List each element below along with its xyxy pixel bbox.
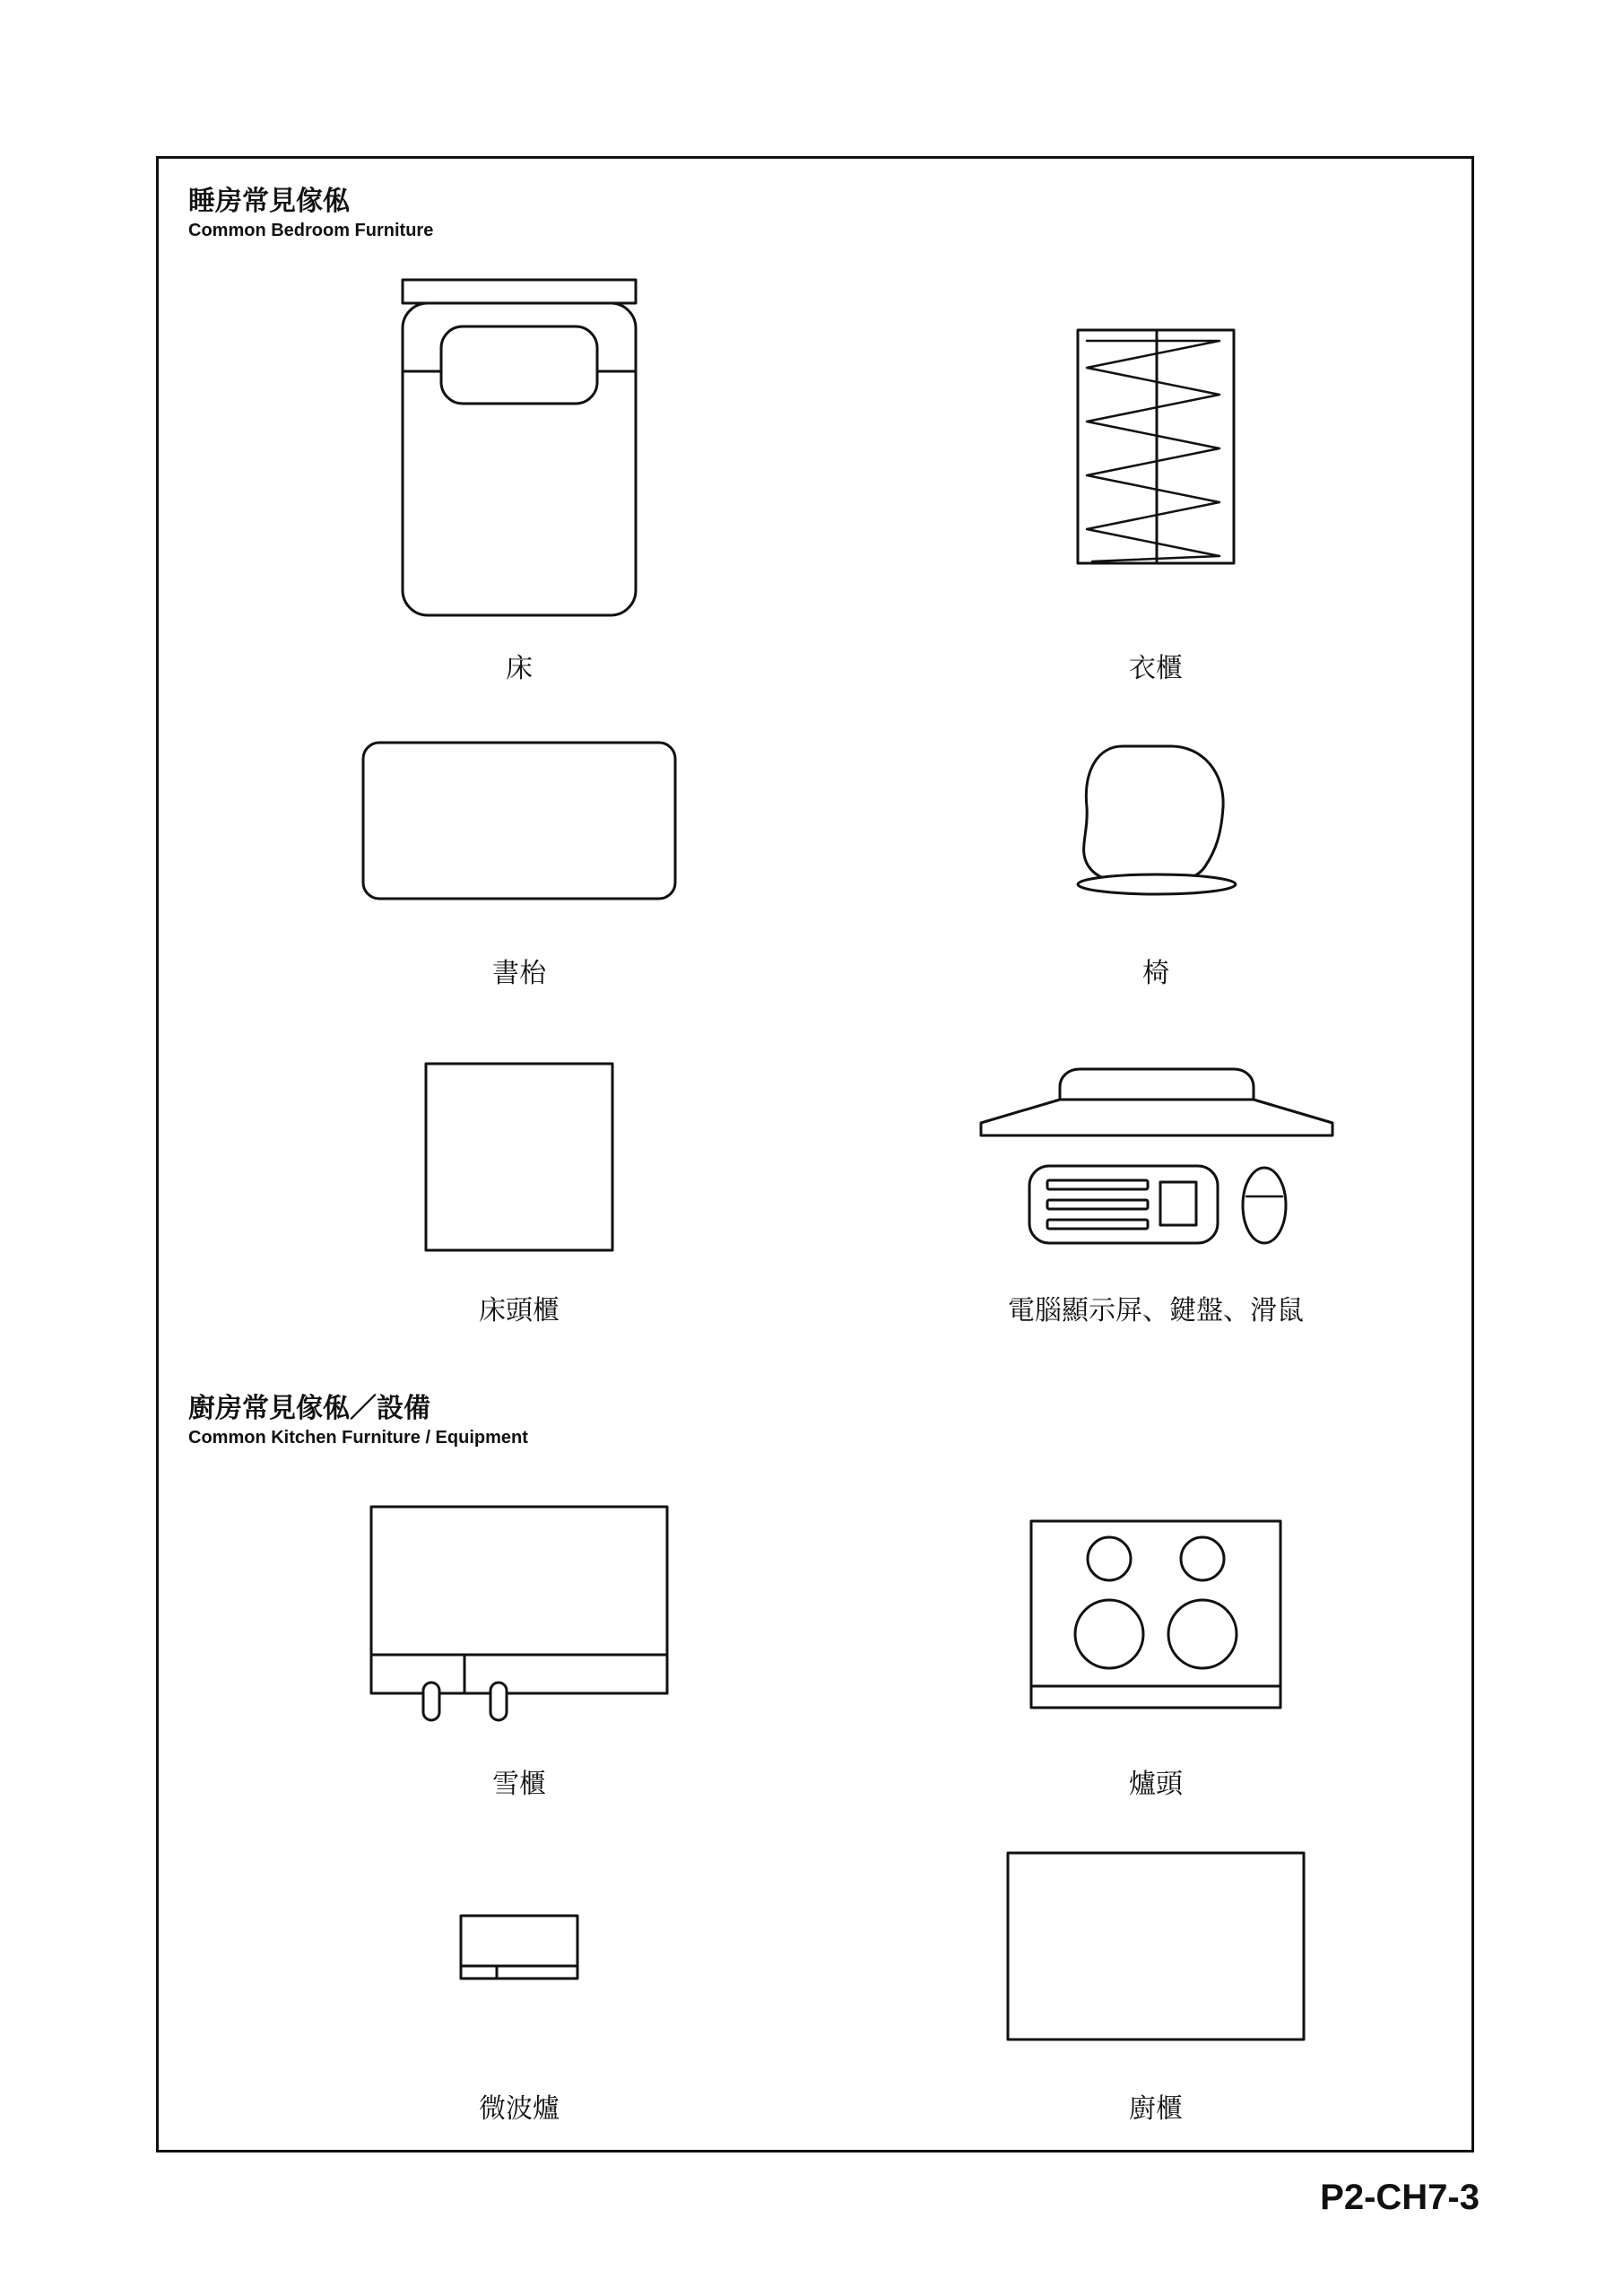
page-number: P2-CH7-3	[1320, 2178, 1480, 2217]
kitchen-cabinet-label: 廚櫃	[1129, 2093, 1183, 2125]
stove-label: 爐頭	[1129, 1769, 1183, 1800]
kitchen-cabinet-symbol	[1008, 1853, 1304, 2039]
bedroom-title-en: Common Bedroom Furniture	[188, 221, 434, 240]
bedroom-title-zh: 睡房常見傢俬	[188, 186, 350, 217]
bed-symbol	[403, 280, 636, 615]
computer-symbol	[981, 1069, 1332, 1243]
kitchen-title-zh: 廚房常見傢俬／設備	[188, 1393, 430, 1424]
chair-label: 椅	[1142, 958, 1169, 989]
stove-symbol	[1031, 1521, 1280, 1708]
microwave-label: 微波爐	[479, 2093, 560, 2125]
fridge-symbol	[371, 1507, 667, 1720]
bedside-table-label: 床頭櫃	[479, 1295, 560, 1326]
microwave-symbol	[461, 1916, 577, 1979]
chair-symbol	[1078, 746, 1236, 894]
wardrobe-symbol	[1078, 330, 1234, 563]
desk-label: 書枱	[492, 958, 546, 989]
bed-label: 床	[506, 653, 533, 684]
desk-symbol	[363, 743, 675, 899]
bedside-table-symbol	[426, 1064, 612, 1250]
computer-label: 電腦顯示屏、鍵盤、滑鼠	[1008, 1295, 1304, 1326]
wardrobe-label: 衣櫃	[1129, 653, 1183, 684]
kitchen-title-en: Common Kitchen Furniture / Equipment	[188, 1428, 528, 1448]
fridge-label: 雪櫃	[492, 1769, 546, 1800]
